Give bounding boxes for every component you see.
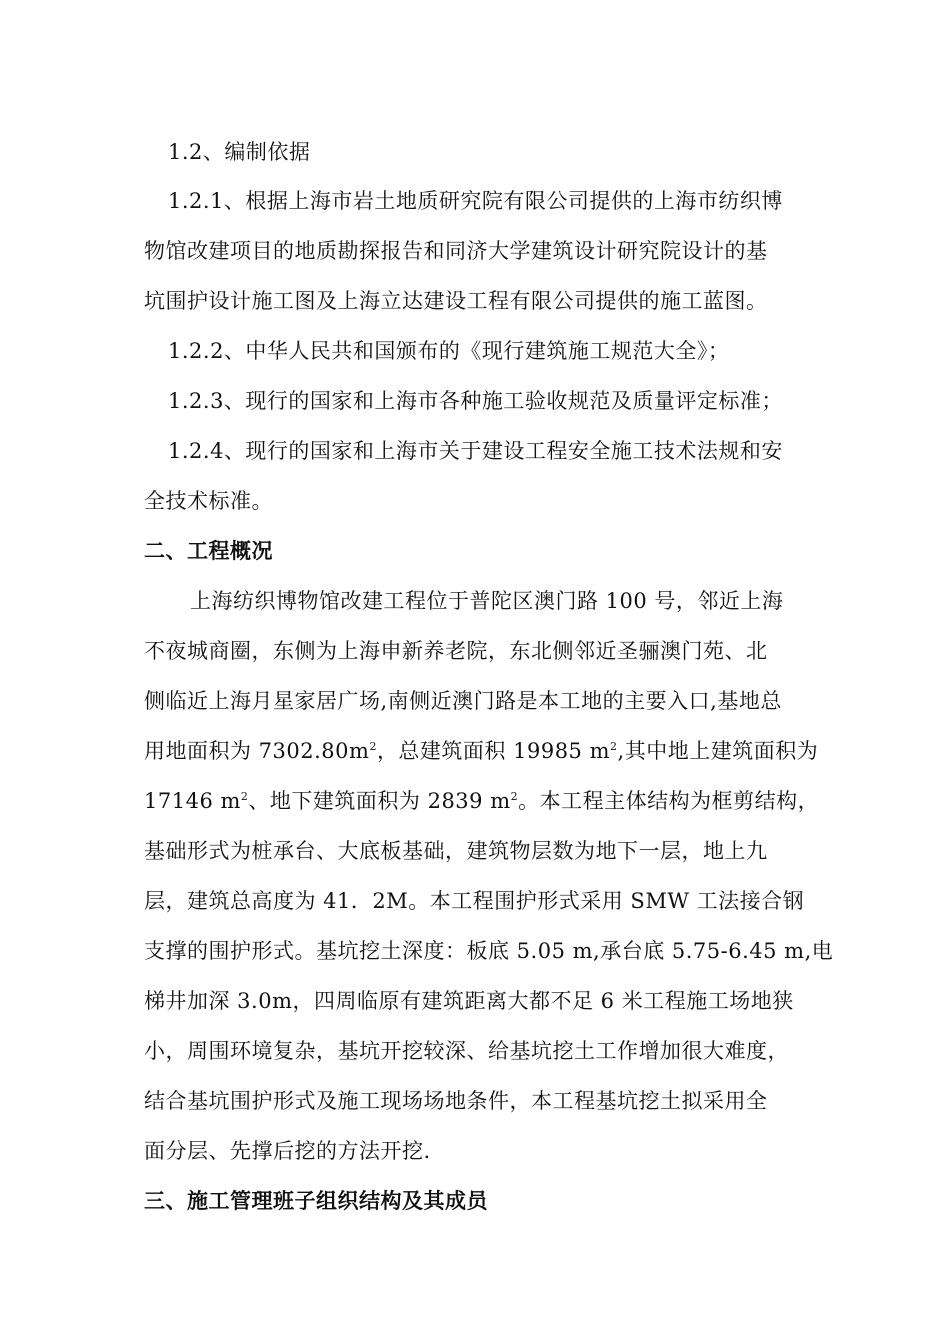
para-line7: 层，建筑总高度为 41．2M。本工程围护形式采用 SMW 工法接合钢 — [144, 889, 805, 913]
para-line5-a: 17146 m — [144, 789, 241, 813]
para-line5 — [144, 786, 819, 816]
section-2-heading: 二、工程概况 — [144, 539, 273, 563]
item-1-2-4-line1: 1.2.4、现行的国家和上海市关于建设工程安全施工技术法规和安 — [168, 439, 783, 463]
para-line8: 支撑的围护形式。基坑挖土深度：板底 5.05 m,承台底 5.75-6.45 m,电 — [144, 939, 834, 963]
superscript: 2 — [240, 790, 249, 803]
para-line5-c: 。本工程主体结构为框剪结构， — [518, 789, 820, 813]
para-line6: 基础形式为桩承台、大底板基础，建筑物层数为地下一层，地上九 — [144, 839, 768, 863]
para-line10: 小，周围环境复杂，基坑开挖较深、给基坑挖土工作增加很大难度， — [144, 1039, 789, 1063]
superscript: 2 — [610, 740, 618, 753]
item-1-2-4-line2: 全技术标准。 — [144, 489, 273, 513]
superscript: 2 — [510, 790, 519, 803]
item-1-2-3: 1.2.3、现行的国家和上海市各种施工验收规范及质量评定标准； — [168, 389, 783, 413]
para-line4-c: ,其中地上建筑面积为 — [617, 739, 819, 763]
para-line3: 侧临近上海月星家居广场,南侧近澳门路是本工地的主要入口,基地总 — [144, 689, 782, 713]
superscript: 2 — [369, 740, 377, 753]
para-line4-a: 用地面积为 7302.80m — [144, 739, 370, 763]
para-line5-b: 、地下建筑面积为 2839 m — [248, 789, 511, 813]
item-1-2-2: 1.2.2、中华人民共和国颁布的《现行建筑施工规范大全》； — [168, 339, 730, 363]
item-1-2-1-line2: 物馆改建项目的地质勘探报告和同济大学建筑设计研究院设计的基 — [144, 239, 768, 263]
para-line4 — [144, 736, 818, 766]
para-line12: 面分层、先撑后挖的方法开挖. — [144, 1139, 431, 1163]
para-line4-b: ，总建筑面积 19985 m — [376, 739, 611, 763]
para-line2: 不夜城商圈，东侧为上海申新养老院，东北侧邻近圣骊澳门苑、北 — [144, 639, 768, 663]
section-3-heading: 三、施工管理班子组织结构及其成员 — [144, 1189, 488, 1213]
item-1-2-1-line3: 坑围护设计施工图及上海立达建设工程有限公司提供的施工蓝图。 — [144, 289, 768, 313]
item-1-2-1-line1: 1.2.1、根据上海市岩土地质研究院有限公司提供的上海市纺织博 — [168, 189, 783, 213]
para-line1: 上海纺织博物馆改建工程位于普陀区澳门路 100 号，邻近上海 — [190, 589, 784, 613]
para-line11: 结合基坑围护形式及施工现场场地条件，本工程基坑挖土拟采用全 — [144, 1089, 768, 1113]
section-1-2-title: 1.2、编制依据 — [168, 140, 311, 164]
para-line9: 梯井加深 3.0m，四周临原有建筑距离大都不足 6 米工程施工场地狭 — [144, 989, 794, 1013]
